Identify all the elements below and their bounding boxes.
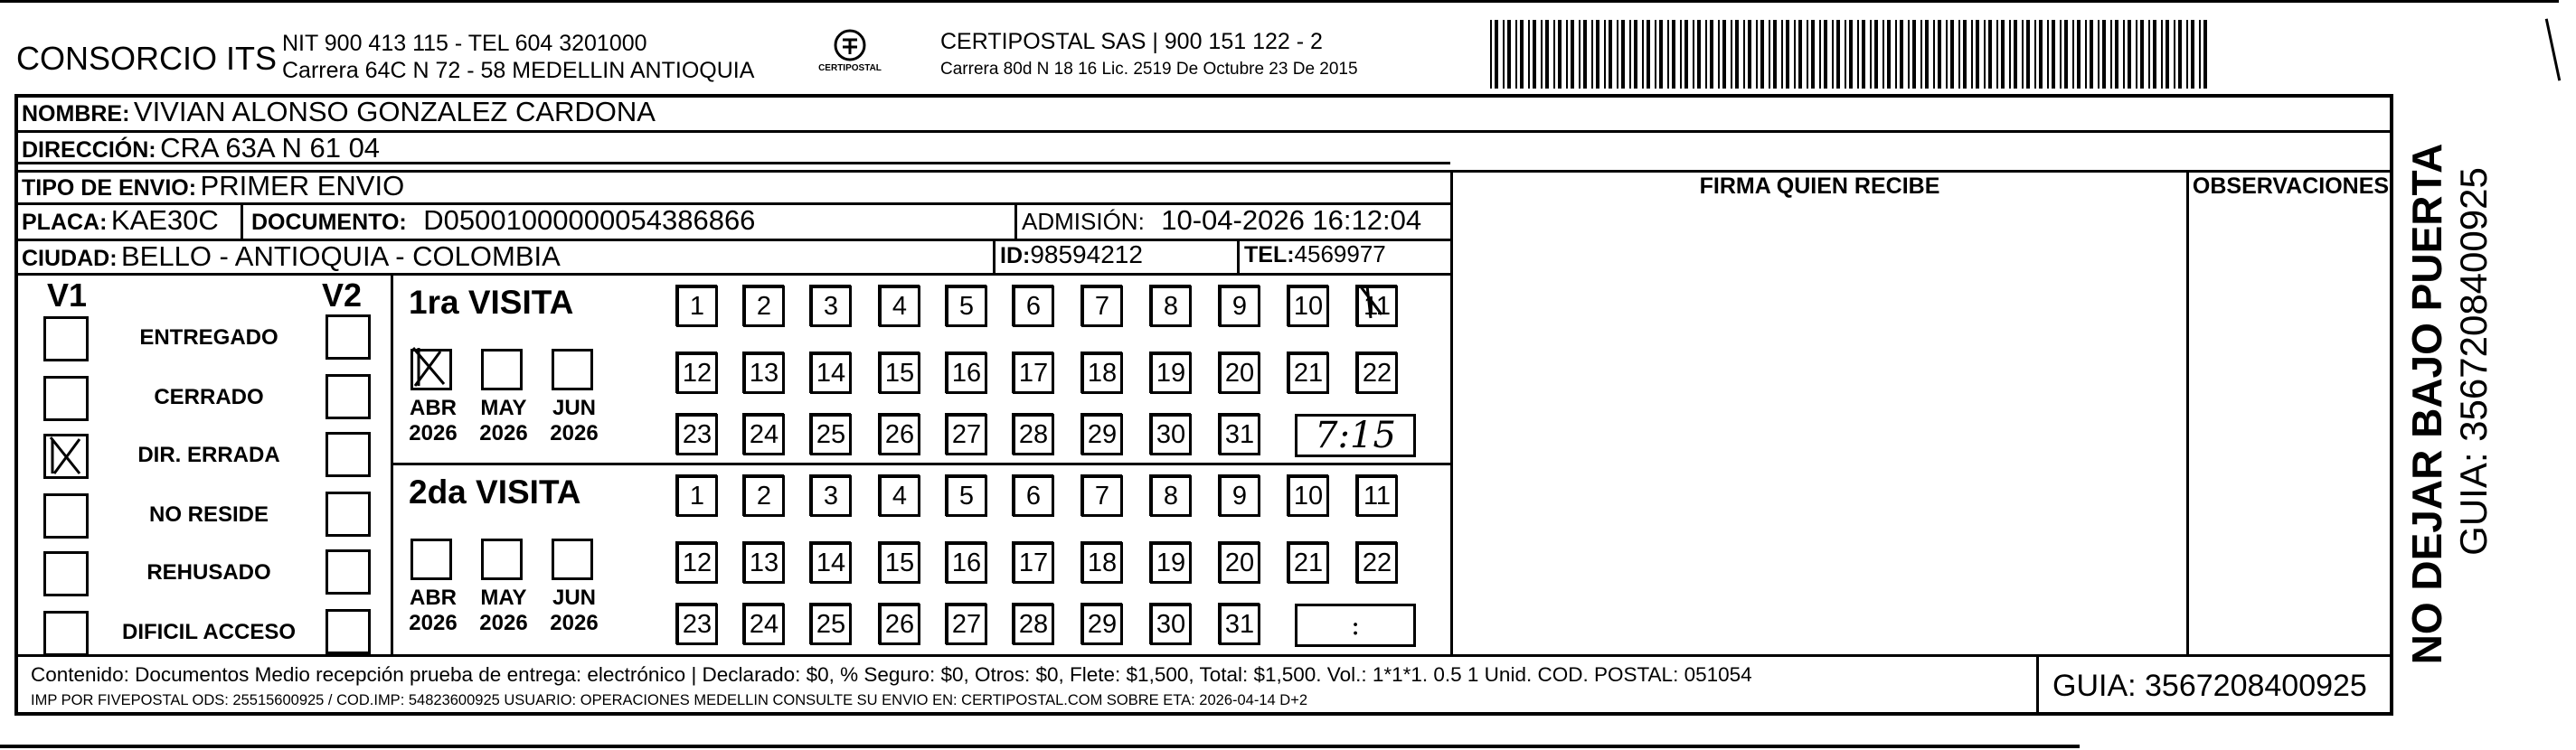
second-day-box[interactable]: 23 xyxy=(676,604,718,645)
barcode-bar xyxy=(1996,20,1998,89)
second-month-label xyxy=(543,586,606,636)
first-day-box[interactable]: 27 xyxy=(946,414,987,455)
barcode-bar xyxy=(1988,20,1992,89)
barcode-bar xyxy=(1566,20,1568,89)
first-day-box[interactable]: 12 xyxy=(676,352,718,394)
status-label: NO RESIDE xyxy=(148,502,269,527)
barcode-bar xyxy=(1596,20,1599,89)
documento-row xyxy=(251,204,755,237)
barcode-bar xyxy=(1912,20,1916,89)
barcode-bar xyxy=(2001,20,2005,89)
second-day-box[interactable]: 19 xyxy=(1150,542,1192,584)
barcode-bar xyxy=(1958,20,1960,89)
month-name: ABR xyxy=(410,586,457,610)
month-year: 2026 xyxy=(409,421,458,445)
first-day-box[interactable]: 26 xyxy=(879,414,920,455)
col-line xyxy=(241,202,243,240)
barcode-bar xyxy=(1558,20,1562,89)
second-day-box[interactable]: 9 xyxy=(1219,475,1260,517)
barcode-bar xyxy=(2009,20,2011,89)
second-day-box[interactable]: 21 xyxy=(1288,542,1329,584)
company-address: Carrera 64C N 72 - 58 MEDELLIN ANTIOQUIA xyxy=(282,58,755,83)
first-month-label xyxy=(472,396,535,446)
col-line xyxy=(391,273,393,654)
col-line xyxy=(1014,202,1017,240)
footer-guia: GUIA: 3567208400925 xyxy=(2052,669,2367,703)
col-line xyxy=(993,239,995,275)
barcode-bar xyxy=(1976,20,1979,89)
tel-row xyxy=(1244,240,1386,268)
status-label: REHUSADO xyxy=(146,560,271,585)
tipo-value: PRIMER ENVIO xyxy=(200,170,405,202)
barcode-bar xyxy=(1617,20,1618,89)
first-day-box[interactable]: 11 xyxy=(1356,286,1398,327)
checkmark-icon xyxy=(43,434,89,479)
barcode-bar xyxy=(1553,20,1555,89)
id-value: 98594212 xyxy=(1030,240,1143,268)
id-row xyxy=(1000,240,1143,269)
barcode-bar xyxy=(2148,20,2150,89)
side-warning: NO DEJAR BAJO PUERTA xyxy=(2403,143,2450,665)
first-month-checkbox-0[interactable] xyxy=(410,349,452,390)
second-day-box[interactable]: 8 xyxy=(1150,475,1192,517)
barcode-bar xyxy=(2186,20,2188,89)
barcode-bar xyxy=(1908,20,1910,89)
barcode-bar xyxy=(1710,20,1713,89)
first-day-box[interactable]: 16 xyxy=(946,352,987,394)
barcode-bar xyxy=(1591,20,1593,89)
first-day-box[interactable]: 4 xyxy=(879,286,920,327)
second-day-box[interactable]: 12 xyxy=(676,542,718,584)
barcode-bar xyxy=(1862,20,1865,89)
first-day-box[interactable]: 24 xyxy=(743,414,785,455)
barcode-bar xyxy=(1655,20,1656,89)
barcode-bar xyxy=(2166,20,2169,89)
barcode-bar xyxy=(2060,20,2062,89)
barcode-bar xyxy=(2128,20,2131,89)
first-month-label xyxy=(401,396,465,446)
col-line xyxy=(2036,654,2039,716)
barcode-bar xyxy=(1887,20,1891,89)
ciudad-row xyxy=(22,240,561,273)
v2-checkbox-2[interactable] xyxy=(326,432,371,477)
first-day-box[interactable]: 13 xyxy=(743,352,785,394)
first-day-box[interactable]: 28 xyxy=(1013,414,1054,455)
first-month-label xyxy=(543,396,606,446)
second-month-label xyxy=(472,586,535,636)
edge-mark xyxy=(2545,18,2561,80)
second-day-box[interactable]: 27 xyxy=(946,604,987,645)
barcode-bar xyxy=(1794,20,1796,89)
barcode-bar xyxy=(1836,20,1840,89)
v2-checkbox-4[interactable] xyxy=(326,549,371,595)
second-day-box[interactable]: 17 xyxy=(1013,542,1054,584)
v1-checkbox-4[interactable] xyxy=(43,551,89,596)
barcode-bar xyxy=(1946,20,1948,89)
first-month-checkbox-1[interactable] xyxy=(481,349,523,390)
barcode-bar xyxy=(2098,20,2099,89)
barcode-bar xyxy=(1583,20,1587,89)
barcode-bar xyxy=(1769,20,1770,89)
barcode-bar xyxy=(1832,20,1834,89)
first-day-box[interactable]: 9 xyxy=(1219,286,1260,327)
second-day-box[interactable]: 5 xyxy=(946,475,987,517)
barcode-bar xyxy=(2085,20,2087,89)
barcode-bar xyxy=(1684,20,1688,89)
v1-checkbox-0[interactable] xyxy=(43,316,89,361)
barcode-bar xyxy=(1693,20,1694,89)
barcode-bar xyxy=(1735,20,1739,89)
barcode-bar xyxy=(1900,20,1903,89)
first-day-box[interactable]: 7 xyxy=(1081,286,1123,327)
barcode-bar xyxy=(1528,20,1530,89)
barcode-bar xyxy=(1874,20,1878,89)
first-day-box[interactable]: 20 xyxy=(1219,352,1260,394)
second-day-box[interactable]: 16 xyxy=(946,542,987,584)
first-day-box[interactable]: 30 xyxy=(1150,414,1192,455)
tipo-row xyxy=(22,170,404,202)
barcode-bar xyxy=(1920,20,1922,89)
barcode-bar xyxy=(1895,20,1897,89)
barcode-bar xyxy=(1545,20,1549,89)
second-day-box[interactable]: 10 xyxy=(1288,475,1329,517)
second-day-box[interactable]: 31 xyxy=(1219,604,1260,645)
barcode-bar xyxy=(2034,20,2036,89)
barcode-bar xyxy=(1634,20,1637,89)
barcode-bar xyxy=(1490,20,1492,89)
barcode-bar xyxy=(1963,20,1967,89)
second-day-box[interactable]: 6 xyxy=(1013,475,1054,517)
barcode-bar xyxy=(2102,20,2106,89)
second-day-box[interactable]: 11 xyxy=(1356,475,1398,517)
row-line xyxy=(14,273,1450,276)
barcode-bar xyxy=(2115,20,2118,89)
barcode-bar xyxy=(2174,20,2175,89)
second-month-checkbox-0[interactable] xyxy=(410,539,452,580)
second-time-field[interactable]: : xyxy=(1295,604,1416,647)
month-year: 2026 xyxy=(479,421,528,445)
v2-checkbox-1[interactable] xyxy=(326,374,371,419)
first-day-box[interactable]: 31 xyxy=(1219,414,1260,455)
barcode-bar xyxy=(1786,20,1789,89)
barcode-bar xyxy=(1925,20,1929,89)
barcode-bar xyxy=(1533,20,1536,89)
barcode-bar xyxy=(1756,20,1758,89)
status-label: DIFICIL ACCESO xyxy=(121,620,296,644)
barcode-bar xyxy=(2090,20,2093,89)
tipo-label: TIPO DE ENVIO: xyxy=(22,175,197,201)
month-year: 2026 xyxy=(550,611,599,635)
barcode-bar xyxy=(1933,20,1935,89)
barcode-bar xyxy=(1748,20,1751,89)
barcode-bar xyxy=(1798,20,1802,89)
barcode-bar xyxy=(1629,20,1631,89)
barcode-bar xyxy=(2191,20,2194,89)
second-day-box[interactable]: 25 xyxy=(810,604,852,645)
barcode-bar xyxy=(1882,20,1884,89)
col-line xyxy=(2186,170,2189,654)
barcode xyxy=(1490,20,2213,89)
barcode-bar xyxy=(1579,20,1581,89)
second-day-box[interactable]: 22 xyxy=(1356,542,1398,584)
admision-value: 10-04-2026 16:12:04 xyxy=(1161,204,1422,236)
barcode-bar xyxy=(1642,20,1644,89)
certipostal-license: Carrera 80d N 18 16 Lic. 2519 De Octubre 23 De 2015 xyxy=(940,60,1358,79)
status-label: CERRADO xyxy=(154,385,264,409)
barcode-bar xyxy=(1697,20,1701,89)
barcode-bar xyxy=(1984,20,1986,89)
second-visit-title: 2da VISITA xyxy=(409,473,581,511)
barcode-bar xyxy=(2123,20,2125,89)
month-name: MAY xyxy=(480,396,527,420)
admision-row xyxy=(1022,204,1421,237)
barcode-bar xyxy=(2136,20,2137,89)
barcode-bar xyxy=(1773,20,1777,89)
barcode-bar xyxy=(2064,20,2068,89)
certipostal-logo xyxy=(814,27,886,81)
second-day-box[interactable]: 18 xyxy=(1081,542,1123,584)
documento-value: D05001000000054386866 xyxy=(423,204,756,236)
barcode-bar xyxy=(1819,20,1821,89)
first-day-box[interactable]: 2 xyxy=(743,286,785,327)
col-line xyxy=(1450,170,1453,654)
first-day-box[interactable]: 29 xyxy=(1081,414,1123,455)
second-day-box[interactable]: 29 xyxy=(1081,604,1123,645)
barcode-bar xyxy=(2140,20,2144,89)
barcode-bar xyxy=(2161,20,2163,89)
firma-header: FIRMA QUIEN RECIBE xyxy=(1699,173,1940,199)
second-month-checkbox-1[interactable] xyxy=(481,539,523,580)
checkmark-icon xyxy=(408,344,453,391)
barcode-bar xyxy=(1807,20,1808,89)
second-day-box[interactable]: 14 xyxy=(810,542,852,584)
barcode-bar xyxy=(1672,20,1675,89)
first-day-box[interactable]: 6 xyxy=(1013,286,1054,327)
barcode-bar xyxy=(1659,20,1663,89)
first-day-box[interactable]: 14 xyxy=(810,352,852,394)
first-day-box[interactable]: 22 xyxy=(1356,352,1398,394)
documento-label: DOCUMENTO: xyxy=(251,210,407,235)
barcode-bar xyxy=(2153,20,2156,89)
second-day-box[interactable]: 1 xyxy=(676,475,718,517)
company-nit: NIT 900 413 115 - TEL 604 3201000 xyxy=(282,31,647,56)
barcode-bar xyxy=(1870,20,1872,89)
first-day-box[interactable]: 23 xyxy=(676,414,718,455)
barcode-bar xyxy=(1760,20,1764,89)
direccion-row xyxy=(22,132,380,164)
placa-label: PLACA: xyxy=(22,210,108,235)
month-year: 2026 xyxy=(479,611,528,635)
tel-value: 4569977 xyxy=(1294,240,1386,267)
v2-checkbox-0[interactable] xyxy=(326,314,371,360)
v1-checkbox-3[interactable] xyxy=(43,493,89,539)
footer-content: Contenido: Documentos Medio recepción prueba de entrega: electrónico | Declarado: $0, % Seguro: $0, Otros: $0, Flete: $1,500, Total: $1,500. Vol.: 1*1*1. 0.5 1 Unid. COD. POSTAL: 051054 xyxy=(31,663,1752,686)
barcode-bar xyxy=(1503,20,1505,89)
barcode-bar xyxy=(2203,20,2207,89)
barcode-bar xyxy=(1507,20,1511,89)
ciudad-value: BELLO - ANTIOQUIA - COLOMBIA xyxy=(121,240,561,272)
v2-checkbox-3[interactable] xyxy=(326,492,371,537)
barcode-bar xyxy=(1495,20,1498,89)
id-label: ID: xyxy=(1000,243,1031,268)
barcode-bar xyxy=(1811,20,1815,89)
bottom-edge xyxy=(0,745,2080,748)
barcode-bar xyxy=(1824,20,1827,89)
tel-label: TEL: xyxy=(1244,242,1295,267)
barcode-bar xyxy=(1515,20,1517,89)
v1-checkbox-1[interactable] xyxy=(43,376,89,421)
company-name: CONSORCIO ITS xyxy=(16,40,278,77)
second-day-box[interactable]: 30 xyxy=(1150,604,1192,645)
first-day-box[interactable]: 10 xyxy=(1288,286,1329,327)
barcode-bar xyxy=(1950,20,1954,89)
first-time-field[interactable]: 7:15 xyxy=(1295,414,1416,457)
second-day-box[interactable]: 13 xyxy=(743,542,785,584)
first-day-box[interactable]: 5 xyxy=(946,286,987,327)
barcode-bar xyxy=(1680,20,1682,89)
second-day-box[interactable]: 3 xyxy=(810,475,852,517)
month-year: 2026 xyxy=(409,611,458,635)
v1-label: V1 xyxy=(47,277,88,314)
v1-checkbox-5[interactable] xyxy=(43,611,89,656)
barcode-bar xyxy=(1845,20,1846,89)
second-day-box[interactable]: 28 xyxy=(1013,604,1054,645)
footer-imp: IMP POR FIVEPOSTAL ODS: 25515600925 / COD.IMP: 54823600925 USUARIO: OPERACIONES MEDELLIN CONSULTE SU ENVIO EN: CERTIPOSTAL.COM SOBRE ETA: 2026-04-14 D+2 xyxy=(31,692,1308,708)
month-name: JUN xyxy=(552,396,596,420)
certipostal-title: CERTIPOSTAL SAS | 900 151 122 - 2 xyxy=(940,29,1323,54)
month-year: 2026 xyxy=(550,421,599,445)
month-name: MAY xyxy=(480,586,527,610)
month-name: JUN xyxy=(552,586,596,610)
barcode-bar xyxy=(1849,20,1853,89)
barcode-bar xyxy=(2014,20,2017,89)
barcode-bar xyxy=(2077,20,2081,89)
nombre-row xyxy=(22,96,656,128)
first-day-box[interactable]: 1 xyxy=(676,286,718,327)
barcode-bar xyxy=(1609,20,1612,89)
barcode-bar xyxy=(2026,20,2030,89)
month-name: ABR xyxy=(410,396,457,420)
first-day-box[interactable]: 19 xyxy=(1150,352,1192,394)
barcode-bar xyxy=(1722,20,1726,89)
status-label: DIR. ERRADA xyxy=(137,443,280,467)
handwritten-mark-icon xyxy=(1354,282,1400,332)
first-month-checkbox-2[interactable] xyxy=(552,349,593,390)
first-day-box[interactable]: 18 xyxy=(1081,352,1123,394)
barcode-bar xyxy=(1971,20,1973,89)
barcode-bar xyxy=(1718,20,1720,89)
first-visit-title: 1ra VISITA xyxy=(409,284,574,321)
barcode-bar xyxy=(1647,20,1650,89)
nombre-label: NOMBRE: xyxy=(22,101,130,127)
v2-label: V2 xyxy=(322,277,363,314)
second-day-box[interactable]: 7 xyxy=(1081,475,1123,517)
first-day-box[interactable]: 8 xyxy=(1150,286,1192,327)
first-day-box[interactable]: 15 xyxy=(879,352,920,394)
direccion-label: DIRECCIÓN: xyxy=(22,137,156,163)
side-guia: GUIA: 3567208400925 xyxy=(2452,167,2495,556)
second-day-box[interactable]: 4 xyxy=(879,475,920,517)
barcode-bar xyxy=(1520,20,1524,89)
barcode-bar xyxy=(1571,20,1574,89)
barcode-bar xyxy=(2110,20,2112,89)
visit-divider xyxy=(391,463,1450,465)
barcode-bar xyxy=(2199,20,2201,89)
second-day-box[interactable]: 20 xyxy=(1219,542,1260,584)
first-day-box[interactable]: 21 xyxy=(1288,352,1329,394)
first-day-box[interactable]: 17 xyxy=(1013,352,1054,394)
admision-label: ADMISIÓN: xyxy=(1022,208,1145,235)
second-day-box[interactable]: 26 xyxy=(879,604,920,645)
nombre-value: VIVIAN ALONSO GONZALEZ CARDONA xyxy=(133,96,656,127)
placa-row xyxy=(22,204,219,237)
barcode-bar xyxy=(1541,20,1543,89)
first-day-box[interactable]: 3 xyxy=(810,286,852,327)
second-month-checkbox-2[interactable] xyxy=(552,539,593,580)
barcode-bar xyxy=(2022,20,2024,89)
v2-checkbox-5[interactable] xyxy=(326,609,371,654)
observaciones-header: OBSERVACIONES xyxy=(2192,173,2390,199)
direccion-value: CRA 63A N 61 04 xyxy=(160,132,381,164)
top-border xyxy=(0,0,2559,3)
certipostal-logo-icon xyxy=(814,27,886,81)
col-line xyxy=(1237,239,1240,275)
first-day-box[interactable]: 25 xyxy=(810,414,852,455)
v1-checkbox-2[interactable] xyxy=(43,434,89,479)
barcode-bar xyxy=(2039,20,2043,89)
barcode-bar xyxy=(1705,20,1707,89)
barcode-bar xyxy=(1743,20,1745,89)
barcode-bar xyxy=(1731,20,1732,89)
barcode-bar xyxy=(2052,20,2055,89)
placa-value: KAE30C xyxy=(110,204,219,236)
barcode-bar xyxy=(2072,20,2074,89)
certipostal-logo-text: CERTIPOSTAL xyxy=(818,63,882,73)
second-day-box[interactable]: 15 xyxy=(879,542,920,584)
barcode-bar xyxy=(1938,20,1941,89)
barcode-bar xyxy=(1667,20,1669,89)
ciudad-label: CIUDAD: xyxy=(22,246,118,271)
barcode-bar xyxy=(1781,20,1783,89)
barcode-bar xyxy=(1857,20,1859,89)
status-label: ENTREGADO xyxy=(139,325,278,350)
second-day-box[interactable]: 2 xyxy=(743,475,785,517)
barcode-bar xyxy=(2047,20,2049,89)
barcode-bar xyxy=(1604,20,1606,89)
barcode-bar xyxy=(1621,20,1625,89)
second-day-box[interactable]: 24 xyxy=(743,604,785,645)
second-month-label xyxy=(401,586,465,636)
barcode-bar xyxy=(2178,20,2182,89)
